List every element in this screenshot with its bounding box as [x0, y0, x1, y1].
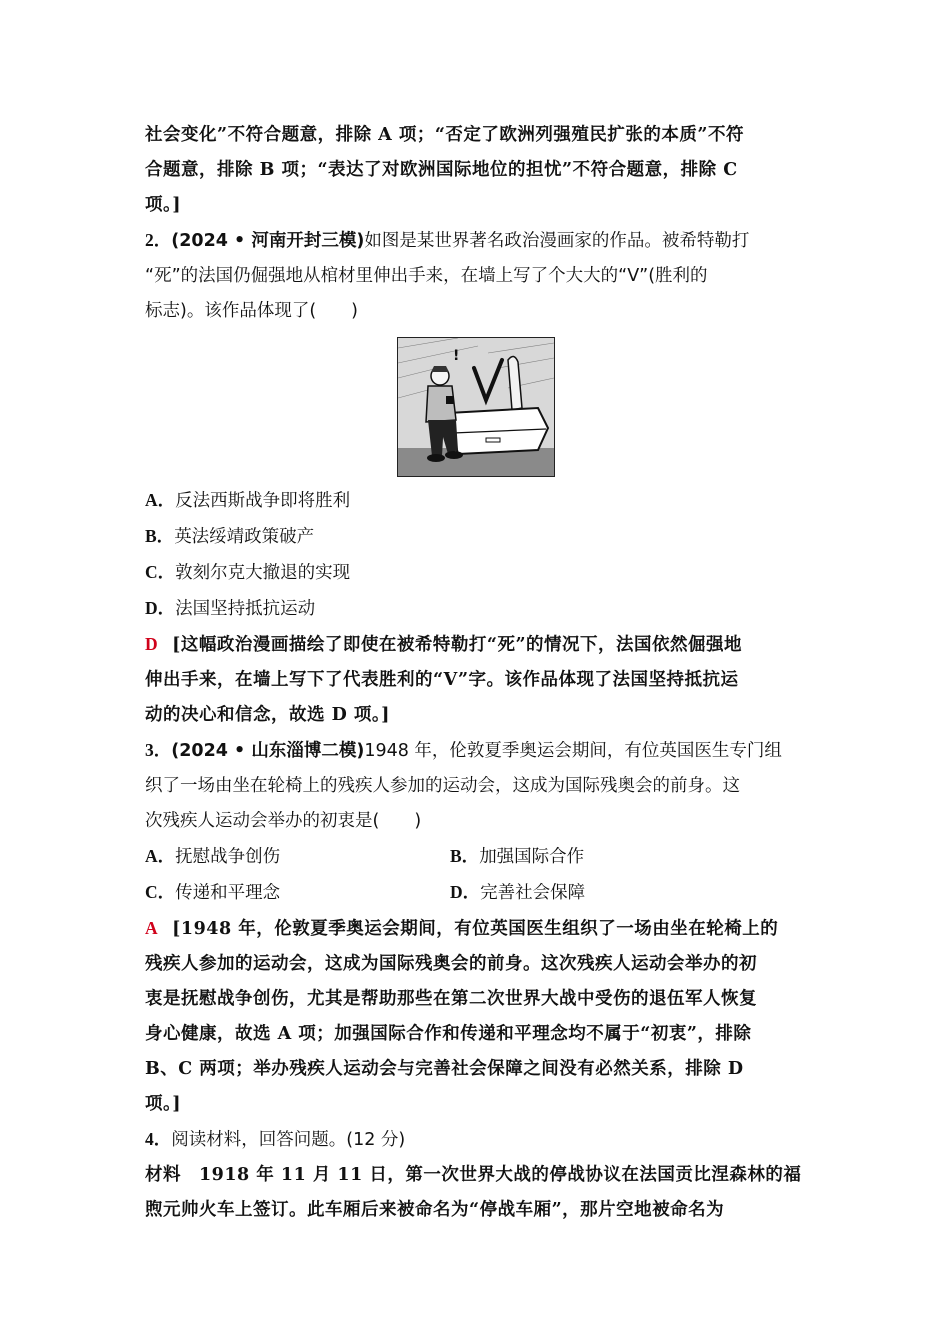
question-source: (2024 • 山东淄博二模)	[171, 741, 365, 761]
option-a: A．抚慰战争创伤	[145, 846, 281, 867]
stem-line: 标志)。该作品体现了( )	[145, 301, 358, 321]
option-c: C．传递和平理念	[145, 882, 281, 903]
question-source: (2024 • 河南开封三模)	[171, 231, 365, 251]
prev-answer-line: 社会变化”不符合题意，排除 A 项；“否定了欧洲列强殖民扩张的本质”不符	[145, 125, 744, 145]
stem-line: 次残疾人运动会举办的初衷是( )	[145, 811, 422, 831]
stem-text: 1948 年，伦敦夏季奥运会期间，有位英国医生专门组	[364, 741, 782, 761]
material-line: 材料 1918 年 11 月 11 日，第一次世界大战的停战协议在法国贡比涅森林的福	[145, 1165, 802, 1185]
option-a: A．反法西斯战争即将胜利	[145, 490, 351, 511]
stem-line: 织了一场由坐在轮椅上的残疾人参加的运动会，这成为国际残奥会的前身。这	[145, 776, 740, 796]
question-number: 2．	[145, 230, 172, 250]
option-b: B．英法绥靖政策破产	[145, 526, 315, 547]
answer-letter: D	[145, 634, 159, 654]
material-line: 煦元帅火车上签订。此车厢后来被命名为“停战车厢”，那片空地被命名为	[145, 1200, 725, 1220]
answer-line: 项。]	[145, 1094, 182, 1114]
document-page	[145, 118, 807, 1228]
question-4-stem: 4．阅读材料，回答问题。(12 分)	[145, 1129, 406, 1150]
option-c: C．敦刻尔克大撤退的实现	[145, 562, 351, 583]
option-d: D．法国坚持抵抗运动	[145, 598, 316, 619]
stem-line: “死”的法国仍倔强地从棺材里伸出手来，在墙上写了个大大的“V”(胜利的	[145, 266, 708, 286]
answer-letter: A	[145, 918, 159, 938]
option-b: B．加强国际合作	[450, 846, 585, 867]
answer-line: 残疾人参加的运动会，这成为国际残奥会的前身。这次残疾人运动会举办的初	[145, 954, 757, 974]
question-2-answer: D [这幅政治漫画描绘了即使在被希特勒打“死”的情况下，法国依然倔强地	[145, 634, 743, 655]
question-3-stem	[145, 733, 807, 769]
answer-line: 动的决心和信念，故选 D 项。]	[145, 705, 390, 725]
svg-text:!: !	[453, 348, 460, 364]
answer-line: 身心健康，故选 A 项；加强国际合作和传递和平理念均不属于“初衷”，排除	[145, 1024, 752, 1044]
option-d: D．完善社会保障	[450, 882, 586, 903]
prev-answer-line: 合题意，排除 B 项；“表达了对欧洲国际地位的担忧”不符合题意，排除 C	[145, 160, 738, 180]
question-3-answer: A [1948 年，伦敦夏季奥运会期间，有位英国医生组织了一场由坐在轮椅上的	[145, 918, 779, 939]
options-row	[145, 875, 807, 911]
answer-line: 伸出手来，在墙上写下了代表胜利的“V”字。该作品体现了法国坚持抵抗运	[145, 670, 739, 690]
question-number: 4．	[145, 1129, 172, 1149]
answer-line: 衷是抚慰战争创伤，尤其是帮助那些在第二次世界大战中受伤的退伍军人恢复	[145, 989, 757, 1009]
answer-line: B、C 两项；举办残疾人运动会与完善社会保障之间没有必然关系，排除 D	[145, 1059, 744, 1079]
options-row	[145, 839, 807, 875]
stem-text: 如图是某世界著名政治漫画家的作品。被希特勒打	[364, 231, 750, 251]
question-number: 3．	[145, 740, 172, 760]
question-2-stem	[145, 223, 807, 259]
political-cartoon-image	[397, 337, 555, 477]
material-label: 材料	[145, 1165, 181, 1185]
prev-answer-line: 项。]	[145, 195, 182, 215]
cartoon-drawing	[398, 338, 554, 476]
